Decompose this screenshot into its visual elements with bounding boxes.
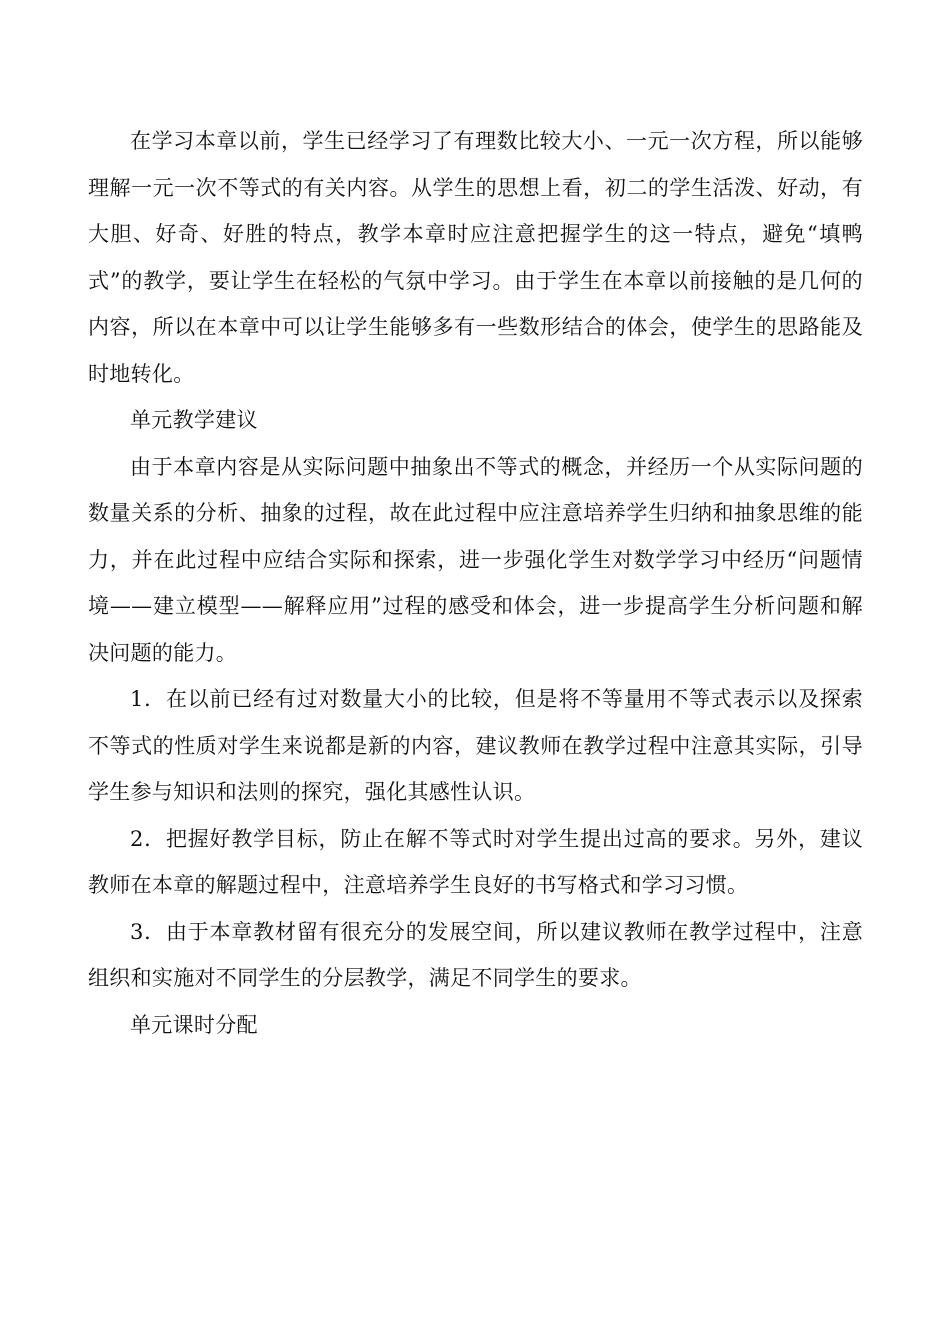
heading-lesson-allocation: 单元课时分配 — [130, 1012, 258, 1037]
paragraph-suggestions-overview: 由于本章内容是从实际问题中抽象出不等式的概念，并经历一个从实际问题的数量关系的分析、抽象的过程，故在此过程中应注意培养学生归纳和抽象思维的能力，并在此过程中应结合实际和探索，进一步强化学生对数学学习中经历“问题情境——建立模型——解释应用”过程的感受和体会，进一步提高学生分析问题和解决问题的能力。 — [88, 454, 863, 665]
heading-teaching-suggestions: 单元教学建议 — [130, 408, 258, 432]
paragraph-intro: 在学习本章以前，学生已经学习了有理数比较大小、一元一次方程，所以能够理解一元一次不等式的有关内容。从学生的思想上看，初二的学生活泼、好动，有大胆、好奇、好胜的特点，教学本章时应注意把握学生的这一特点，避免“填鸭式”的教学，要让学生在轻松的气氛中学习。由于学生在本章以前接触的是几何的内容，所以在本章中可以让学生能够多有一些数形结合的体会，使学生的思路能及时地转化。 — [88, 129, 863, 386]
document-page — [88, 118, 863, 1048]
paragraph-suggestion-1: 1．在以前已经有过对数量大小的比较，但是将不等量用不等式表示以及探索不等式的性质对学生来说都是新的内容，建议教师在教学过程中注意其实际，引导学生参与知识和法则的探究，强化其感性认识。 — [88, 687, 863, 804]
paragraph-suggestion-3: 3．由于本章教材留有很充分的发展空间，所以建议教师在教学过程中，注意组织和实施对不同学生的分层教学，满足不同学生的要求。 — [88, 919, 863, 990]
paragraph-suggestion-2: 2．把握好教学目标，防止在解不等式时对学生提出过高的要求。另外，建议教师在本章的解题过程中，注意培养学生良好的书写格式和学习习惯。 — [88, 826, 863, 897]
